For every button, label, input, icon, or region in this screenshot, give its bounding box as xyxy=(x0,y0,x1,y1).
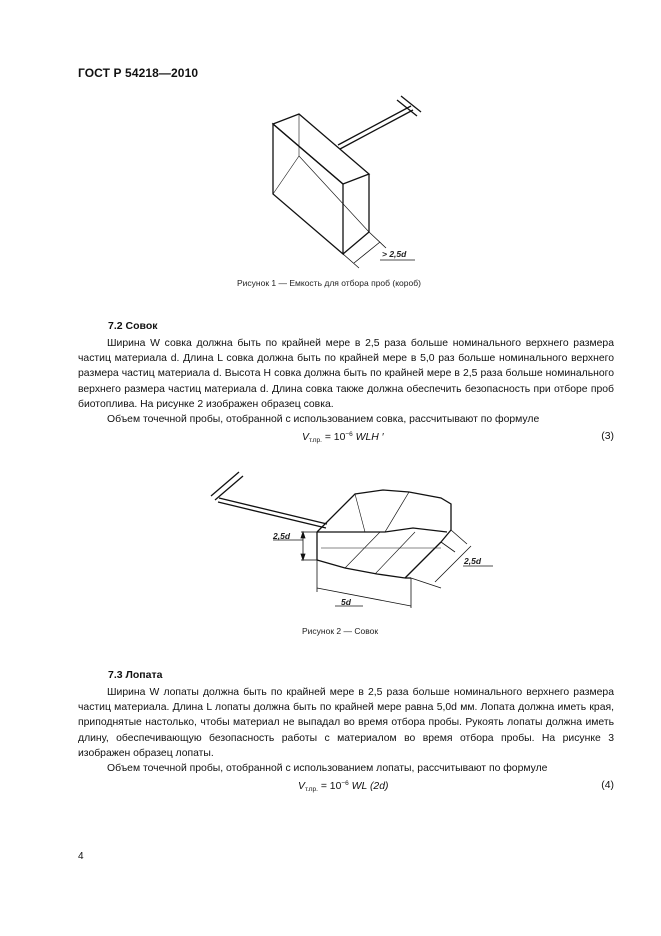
section-7-2-title: 7.2 Совок xyxy=(108,320,158,332)
page-number: 4 xyxy=(78,851,84,862)
figure-1-dimension-label: > 2,5d xyxy=(382,249,407,259)
figure-2-caption: Рисунок 2 — Совок xyxy=(302,626,379,636)
section-7-3-paragraph-2: Объем точечной пробы, отобранной с использованием лопаты, рассчитывают по формуле xyxy=(107,763,548,775)
formula-4-equals: = 10 xyxy=(317,781,342,792)
formula-4-lhs: V xyxy=(298,781,305,792)
document-header: ГОСТ Р 54218—2010 xyxy=(78,66,199,80)
formula-4-rhs: WL (2d) xyxy=(348,781,389,792)
formula-4-exponent: −6 xyxy=(341,780,349,787)
section-7-3-title: 7.3 Лопата xyxy=(108,669,163,681)
figure-1-box-drawing xyxy=(255,92,435,272)
figure-2-length-label: 5d xyxy=(341,597,351,607)
formula-3-subscript: т.пр. xyxy=(308,437,322,444)
section-7-2-paragraph-2: Объем точечной пробы, отобранной с использованием совка, рассчитывают по формуле xyxy=(107,414,540,426)
equation-number-3: (3) xyxy=(601,431,614,442)
section-7-3-body xyxy=(78,685,614,776)
section-7-2-paragraph-1: Ширина W совка должна быть по крайней мере в 2,5 раза больше номинального верхнего размера частиц материала d. Длина L совка должна быть по крайней мере в 5,0 раз больше номинального верхнего размера частиц материала d. Высота H совка должна быть по крайней мере в 2,5 раза больше номинального верхнего размера частиц материала d. Длина совка также должна обеспечить безопасность при отборе проб биотоплива. На рисунке 2 изображен образец совка. xyxy=(78,338,614,410)
figure-2-height-label: 2,5d xyxy=(273,531,291,541)
figure-1-caption: Рисунок 1 — Емкость для отбора проб (короб) xyxy=(237,278,421,288)
formula-4 xyxy=(298,780,388,793)
formula-3-rhs: WLH ′ xyxy=(352,432,384,443)
section-7-3-paragraph-1: Ширина W лопаты должна быть по крайней мере в 2,5 раза больше номинального верхнего размера частиц материала. Длина L лопаты должна быть по крайней мере равна 5,0d мм. Лопата должна иметь края, приподнятые настолько, чтобы материал не выпадал во время отбора пробы. Рукоять лопаты должна иметь длину, обеспечивающую безопасность работы с материалом во время отбора пробы. На рисунке 3 изображен образец лопаты. xyxy=(78,687,614,759)
formula-3-equals: = 10 xyxy=(321,432,346,443)
formula-3-lhs: V xyxy=(302,432,309,443)
formula-4-subscript: т.пр. xyxy=(304,786,318,793)
formula-3 xyxy=(302,431,384,444)
formula-3-exponent: −6 xyxy=(345,431,353,438)
section-7-2-body xyxy=(78,336,614,427)
equation-number-4: (4) xyxy=(601,780,614,791)
figure-2-width-label: 2,5d xyxy=(464,556,482,566)
figure-2-scoop-drawing xyxy=(205,468,495,618)
